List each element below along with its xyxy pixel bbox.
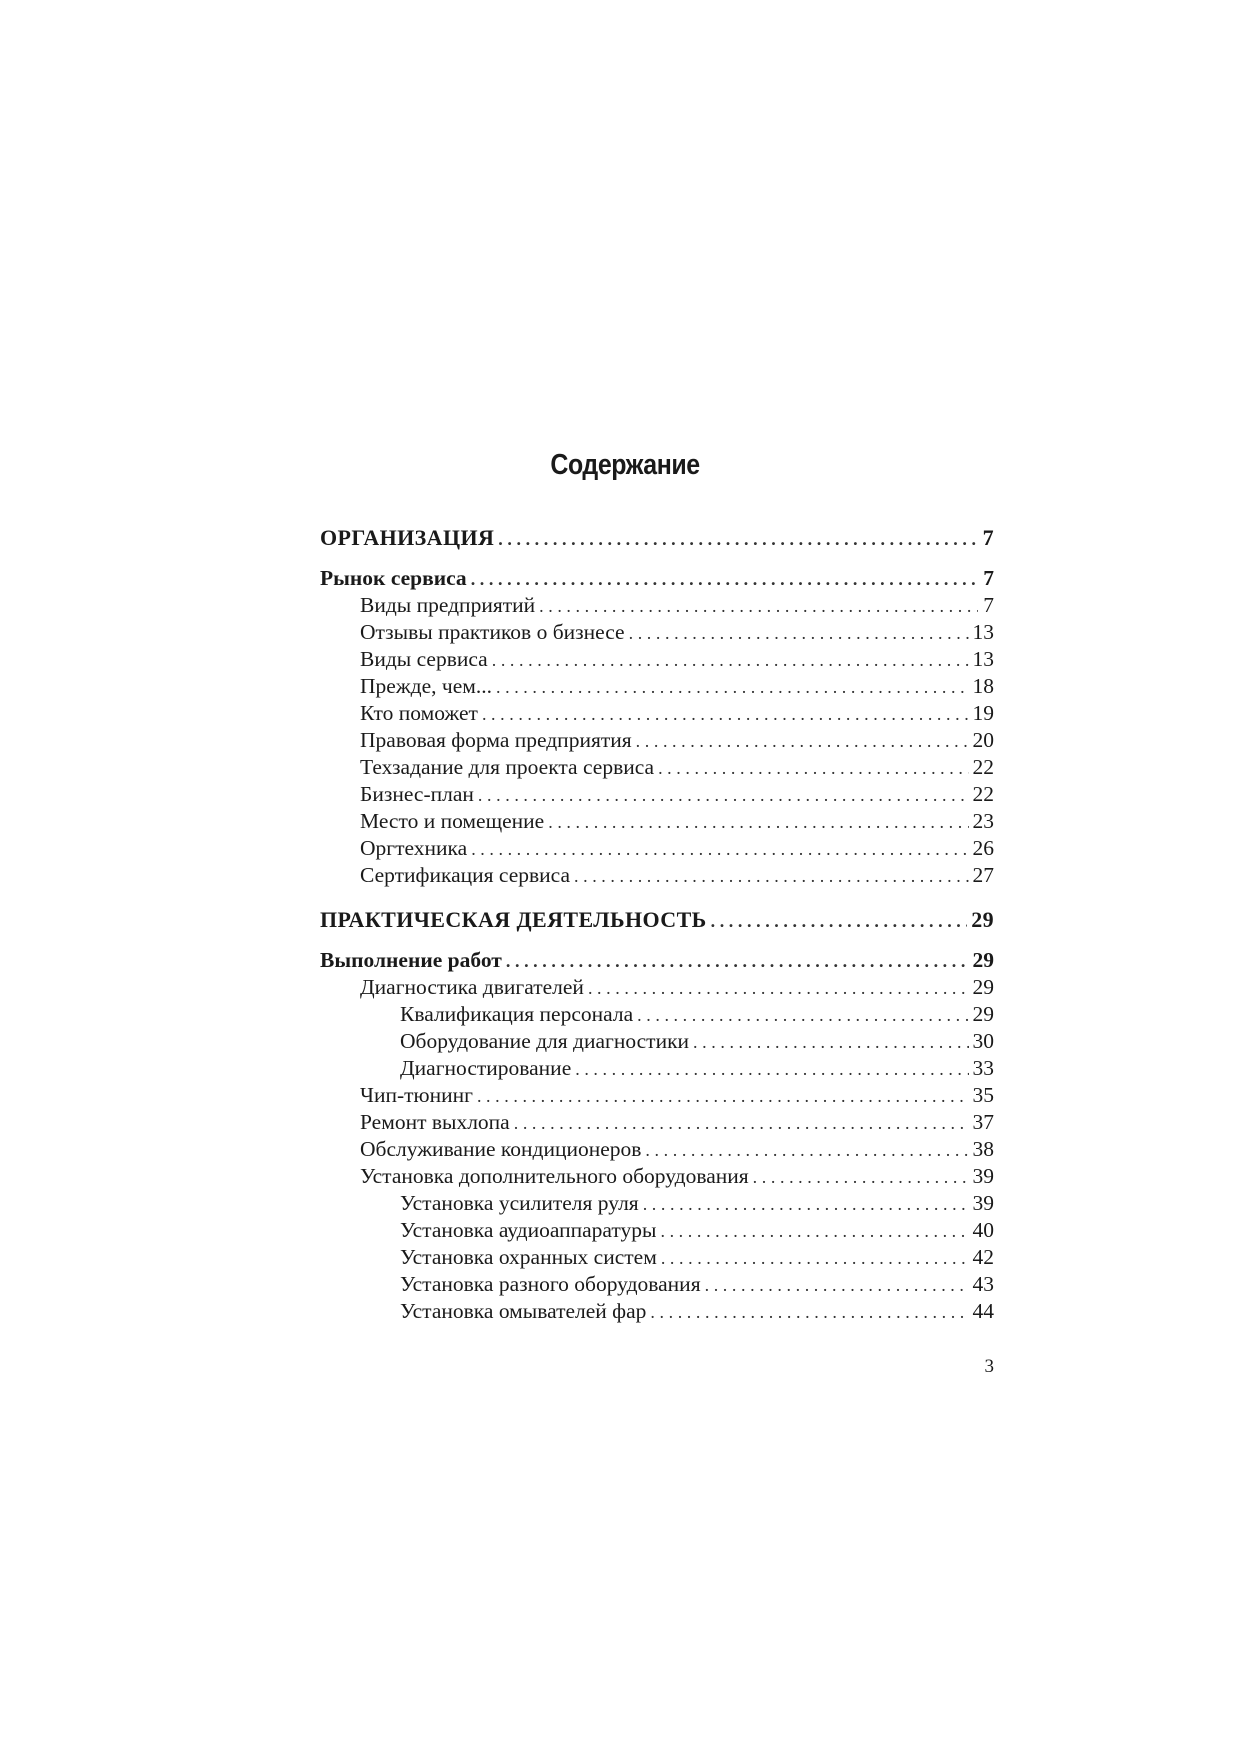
toc-entry-page: 35 [972,1083,994,1107]
dot-leader [506,948,969,975]
toc-entry[interactable] [320,592,994,619]
toc-entry-page: 23 [972,809,994,833]
toc-entry[interactable] [320,1001,994,1028]
toc-entry[interactable] [320,974,994,1001]
toc-entry-page: 29 [971,907,994,932]
toc-entry-page: 39 [972,1191,994,1215]
toc-entry-label: Установка разного оборудования [400,1272,701,1296]
toc-entry[interactable] [320,1082,994,1109]
toc-entry-label: Установка охранных систем [400,1245,657,1269]
toc-entry-label: Бизнес-план [360,782,474,806]
dot-leader [650,1299,968,1326]
toc-entry-label: Правовая форма предприятия [360,728,632,752]
toc-entry-page: 37 [972,1110,994,1134]
toc-entry[interactable] [320,862,994,889]
toc-entry[interactable] [320,619,994,646]
toc-entry-label: Рынок сервиса [320,566,467,590]
page-number: 3 [984,1356,994,1377]
toc-entry[interactable] [320,808,994,835]
toc-entry-page: 38 [972,1137,994,1161]
toc-entry-page: 13 [972,620,994,644]
toc-entry-page: 27 [972,863,994,887]
toc-entry[interactable] [320,700,994,727]
toc-entry-label: Виды сервиса [360,647,488,671]
toc-entry-label: Установка усилителя руля [400,1191,639,1215]
dot-leader [636,728,969,755]
dot-leader [637,1002,968,1029]
table-of-contents [320,524,994,1325]
dot-leader [548,809,968,836]
toc-entry[interactable] [320,1109,994,1136]
toc-entry-label: Установка аудиоаппаратуры [400,1218,657,1242]
dot-leader [575,1056,968,1083]
toc-entry[interactable] [320,1190,994,1217]
dot-leader [711,908,968,935]
dot-leader [661,1245,969,1272]
toc-entry[interactable] [320,646,994,673]
toc-entry[interactable] [320,727,994,754]
dot-leader [471,836,968,863]
toc-entry-label: Оборудование для диагностики [400,1029,690,1053]
dot-leader [629,620,969,647]
toc-entry-page: 26 [972,836,994,860]
toc-entry-works[interactable] [320,947,994,974]
toc-entry-page: 42 [972,1245,994,1269]
toc-entry-label: Прежде, чем... [360,674,492,698]
toc-entry-label: Обслуживание кондиционеров [360,1137,642,1161]
toc-entry-page: 13 [972,647,994,671]
toc-entry-page: 7 [983,593,994,617]
toc-entry-page: 7 [983,566,994,590]
toc-entry-label: Установка омывателей фар [400,1299,647,1323]
toc-entry-page: 29 [972,948,994,972]
toc-entry[interactable] [320,835,994,862]
toc-entry-label: Диагностирование [400,1056,572,1080]
toc-entry-label: Техзадание для проекта сервиса [360,755,655,779]
toc-entry[interactable] [320,1055,994,1082]
toc-entry-page: 43 [972,1272,994,1296]
dot-leader [498,526,978,553]
toc-entry[interactable] [320,754,994,781]
toc-entry-page: 39 [972,1164,994,1188]
toc-entry-label: Кто поможет [360,701,478,725]
dot-leader [514,1110,969,1137]
dot-leader [478,782,969,809]
toc-entry-page: 29 [972,975,994,999]
toc-entry-label: Чип-тюнинг [360,1083,473,1107]
dot-leader [496,674,969,701]
toc-entry-organization[interactable] [320,524,994,551]
dot-leader [574,863,969,890]
dot-leader [658,755,968,782]
toc-entry-label: Виды предприятий [360,593,536,617]
toc-entry[interactable] [320,1136,994,1163]
toc-entry[interactable] [320,781,994,808]
toc-entry-page: 18 [972,674,994,698]
toc-entry[interactable] [320,673,994,700]
toc-entry-market[interactable] [320,565,994,592]
toc-entry-page: 30 [972,1029,994,1053]
toc-entry-page: 33 [972,1056,994,1080]
toc-entry-page: 22 [972,782,994,806]
dot-leader [492,647,969,674]
toc-entry-label: Место и помещение [360,809,545,833]
toc-entry[interactable] [320,1271,994,1298]
page-title: Содержание [550,449,700,481]
toc-entry-page: 20 [972,728,994,752]
dot-leader [693,1029,968,1056]
toc-entry[interactable] [320,1163,994,1190]
dot-leader [753,1164,969,1191]
toc-entry-practice[interactable] [320,906,994,933]
dot-leader [643,1191,969,1218]
dot-leader [477,1083,969,1110]
toc-entry-label: ОРГАНИЗАЦИЯ [320,525,495,550]
toc-entry-label: Отзывы практиков о бизнесе [360,620,625,644]
toc-entry-label: Сертификация сервиса [360,863,570,887]
dot-leader [539,593,978,620]
toc-entry-label: Диагностика двигателей [360,975,584,999]
toc-entry-label: Ремонт выхлопа [360,1110,510,1134]
toc-entry-page: 40 [972,1218,994,1242]
toc-entry-page: 44 [972,1299,994,1323]
toc-entry-page: 29 [972,1002,994,1026]
toc-entry[interactable] [320,1244,994,1271]
dot-leader [482,701,969,728]
toc-entry[interactable] [320,1298,994,1325]
toc-entry-label: ПРАКТИЧЕСКАЯ ДЕЯТЕЛЬНОСТЬ [320,907,707,932]
toc-entry[interactable] [320,1217,994,1244]
toc-entry-label: Оргтехника [360,836,468,860]
dot-leader [645,1137,968,1164]
dot-leader [471,566,978,593]
toc-entry-label: Установка дополнительного оборудования [360,1164,749,1188]
toc-entry-page: 7 [982,525,994,550]
toc-entry-label: Квалификация персонала [400,1002,634,1026]
toc-entry[interactable] [320,1028,994,1055]
toc-entry-page: 22 [972,755,994,779]
toc-entry-page: 19 [972,701,994,725]
dot-leader [588,975,969,1002]
dot-leader [660,1218,968,1245]
toc-entry-label: Выполнение работ [320,948,502,972]
dot-leader [705,1272,969,1299]
